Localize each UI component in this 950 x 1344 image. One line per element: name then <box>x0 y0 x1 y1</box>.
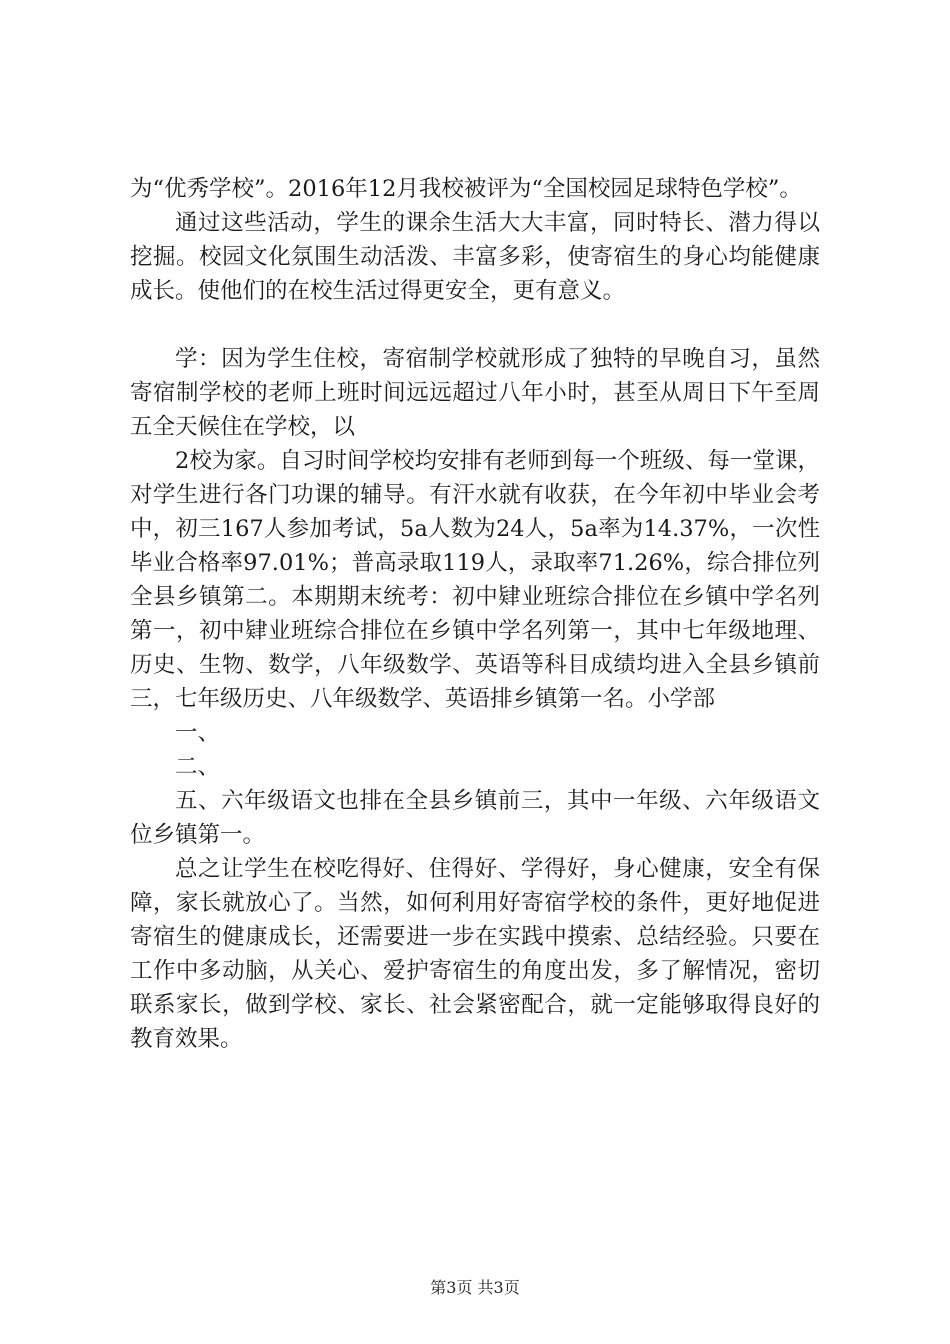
paragraph-gap <box>130 308 820 342</box>
paragraph-results: 2校为家。自习时间学校均安排有老师到每一个班级、每一堂课，对学生进行各门功课的辅导。有汗水就有收获，在今年初中毕业会考中，初三167人参加考试，5a人数为24人，5a率为14.37%，一次性毕业合格率97.01%；普高录取119人，录取率71.26%，综合排位列全县乡镇第二。本期期末统考：初中肄业班综合排位在乡镇中学名列第一，初中肄业班综合排位在乡镇中学名列第一，其中七年级地理、历史、生物、数学，八年级数学、英语等科目成绩均进入全县乡镇前三，七年级历史、八年级数学、英语排乡镇第一名。小学部 <box>130 448 820 712</box>
paragraph-summary: 总之让学生在校吃得好、住得好、学得好，身心健康，安全有保障，家长就放心了。当然，如何利用好寄宿学校的条件，更好地促进寄宿生的健康成长，还需要进一步在实践中摸索、总结经验。只要在工作中多动脑，从关心、爱护寄宿生的角度出发，多了解情况，密切联系家长，做到学校、家长、社会紧密配合，就一定能够取得良好的教育效果。 <box>130 856 820 1052</box>
list-marker-two: 二、 <box>175 754 221 780</box>
list-marker-one: 一、 <box>175 720 221 746</box>
page-number: 第3页 共3页 <box>430 1278 520 1297</box>
paragraph-primary: 五、六年级语文也排在全县乡镇前三，其中一年级、六年级语文位乡镇第一。 <box>130 788 820 848</box>
document-body <box>130 172 820 1056</box>
paragraph-activities: 通过这些活动，学生的课余生活大大丰富，同时特长、潜力得以挖掘。校园文化氛围生动活泼、丰富多彩，使寄宿生的身心均能健康成长。使他们的在校生活过得更安全，更有意义。 <box>130 210 820 304</box>
paragraph-award: 为“优秀学校”。2016年12月我校被评为“全国校园足球特色学校”。 <box>130 176 802 202</box>
paragraph-study: 学：因为学生住校，寄宿制学校就形成了独特的早晚自习，虽然寄宿制学校的老师上班时间远远超过八年小时，甚至从周日下午至周五全天候住在学校，以 <box>130 346 820 440</box>
